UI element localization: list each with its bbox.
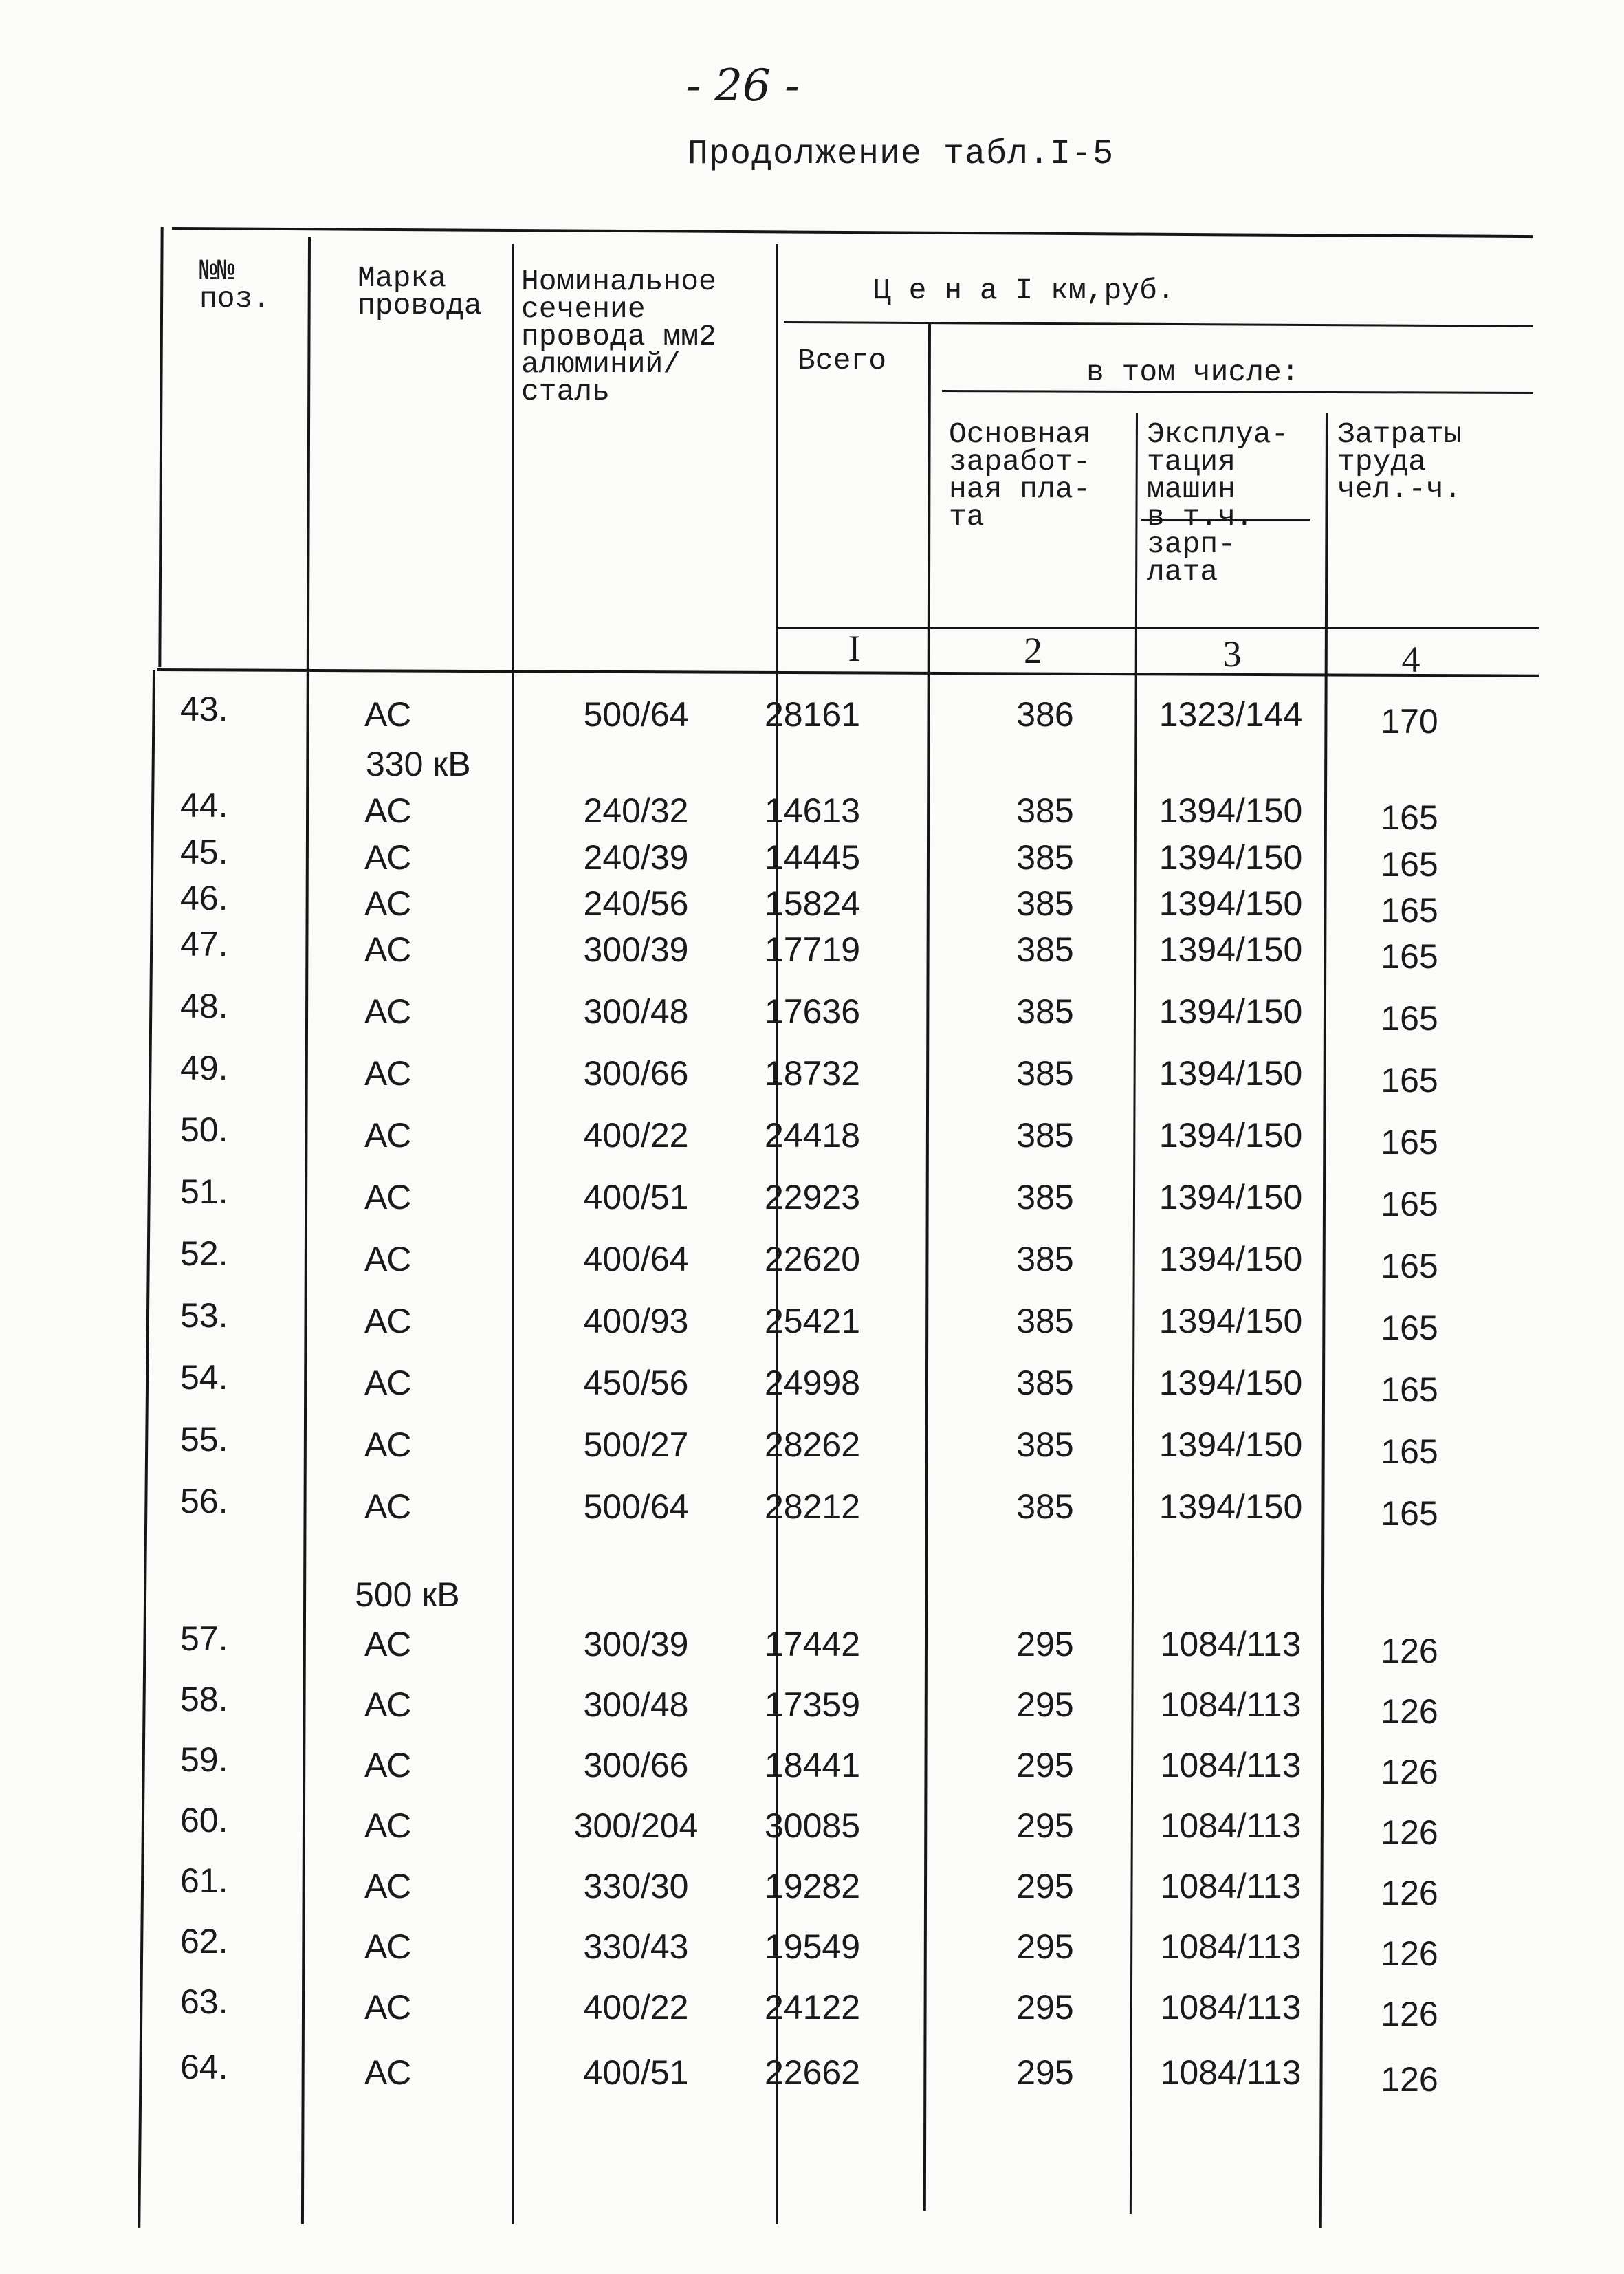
row-position: 58. bbox=[180, 1680, 228, 1718]
row-position: 57. bbox=[180, 1619, 228, 1658]
row-basic-wage: 385 bbox=[1016, 884, 1074, 923]
row-basic-wage: 295 bbox=[1016, 1988, 1074, 2026]
header-machine-operation: Эксплуа- тация машин в т.ч. зарп- лата bbox=[1147, 417, 1289, 589]
row-labor-cost: 170 bbox=[1381, 702, 1438, 741]
row-wire-mark: АС bbox=[364, 1746, 412, 1784]
row-nominal-section: 240/32 bbox=[583, 791, 689, 830]
row-basic-wage: 295 bbox=[1016, 1806, 1074, 1845]
row-machine-operation: 1084/113 bbox=[1160, 1806, 1302, 1845]
row-nominal-section: 500/64 bbox=[583, 1487, 689, 1526]
row-machine-operation: 1394/150 bbox=[1159, 992, 1303, 1031]
row-position: 49. bbox=[180, 1049, 228, 1087]
row-total-price: 28262 bbox=[765, 1425, 861, 1464]
row-nominal-section: 330/43 bbox=[583, 1927, 689, 1966]
header-wire-mark: Марка провода bbox=[358, 261, 482, 322]
row-labor-cost: 165 bbox=[1381, 1370, 1438, 1409]
header-nominal-section: Номинальное сечение провода мм2 алюминий/ сталь bbox=[521, 265, 716, 408]
row-position: 46. bbox=[180, 879, 228, 917]
row-nominal-section: 400/93 bbox=[583, 1302, 689, 1340]
row-basic-wage: 295 bbox=[1016, 1685, 1074, 1724]
row-wire-mark: АС bbox=[364, 1364, 412, 1402]
row-position: 44. bbox=[180, 786, 228, 824]
row-machine-operation: 1394/150 bbox=[1159, 1487, 1303, 1526]
row-machine-operation: 1394/150 bbox=[1159, 930, 1303, 969]
section-voltage-330: 330 кВ bbox=[366, 745, 471, 783]
row-total-price: 19549 bbox=[765, 1927, 861, 1966]
row-basic-wage: 385 bbox=[1016, 992, 1074, 1031]
row-position: 51. bbox=[180, 1172, 228, 1211]
row-wire-mark: АС bbox=[364, 1625, 412, 1663]
col-divider-1 bbox=[301, 237, 311, 2224]
row-total-price: 25421 bbox=[765, 1302, 861, 1340]
row-nominal-section: 400/64 bbox=[583, 1240, 689, 1278]
row-total-price: 22620 bbox=[765, 1240, 861, 1278]
header-total: Всего bbox=[798, 344, 887, 378]
row-nominal-section: 240/56 bbox=[583, 884, 689, 923]
row-total-price: 30085 bbox=[765, 1806, 861, 1845]
row-position: 61. bbox=[180, 1861, 228, 1900]
row-basic-wage: 295 bbox=[1016, 1746, 1074, 1784]
row-labor-cost: 165 bbox=[1381, 999, 1438, 1038]
row-wire-mark: АС bbox=[364, 791, 412, 830]
row-machine-operation: 1323/144 bbox=[1159, 695, 1303, 734]
row-machine-operation: 1084/113 bbox=[1160, 1625, 1302, 1663]
row-total-price: 17636 bbox=[765, 992, 861, 1031]
row-labor-cost: 165 bbox=[1381, 1123, 1438, 1161]
row-position: 59. bbox=[180, 1740, 228, 1779]
row-total-price: 17719 bbox=[765, 930, 861, 969]
row-wire-mark: АС bbox=[364, 992, 412, 1031]
row-labor-cost: 126 bbox=[1381, 1692, 1438, 1731]
row-wire-mark: АС bbox=[364, 1425, 412, 1464]
row-machine-operation: 1394/150 bbox=[1159, 884, 1303, 923]
row-labor-cost: 165 bbox=[1381, 798, 1438, 837]
table-left-border-lower bbox=[138, 670, 155, 2228]
row-wire-mark: АС bbox=[364, 1302, 412, 1340]
row-machine-operation: 1394/150 bbox=[1159, 838, 1303, 877]
row-basic-wage: 385 bbox=[1016, 1425, 1074, 1464]
row-machine-operation: 1394/150 bbox=[1159, 1178, 1303, 1216]
row-nominal-section: 300/66 bbox=[583, 1054, 689, 1093]
row-wire-mark: АС bbox=[364, 1806, 412, 1845]
row-basic-wage: 385 bbox=[1016, 838, 1074, 877]
row-basic-wage: 385 bbox=[1016, 1116, 1074, 1155]
row-machine-operation: 1394/150 bbox=[1159, 1116, 1303, 1155]
row-nominal-section: 400/22 bbox=[583, 1116, 689, 1155]
row-wire-mark: АС bbox=[364, 2053, 412, 2092]
row-total-price: 17442 bbox=[765, 1625, 861, 1663]
row-position: 43. bbox=[180, 690, 228, 728]
col-divider-4 bbox=[923, 323, 931, 2211]
row-labor-cost: 165 bbox=[1381, 1494, 1438, 1533]
row-nominal-section: 400/22 bbox=[583, 1988, 689, 2026]
row-total-price: 14613 bbox=[765, 791, 861, 830]
row-basic-wage: 385 bbox=[1016, 1240, 1074, 1278]
including-header-rule bbox=[942, 390, 1533, 394]
row-wire-mark: АС bbox=[364, 1054, 412, 1093]
row-nominal-section: 300/66 bbox=[583, 1746, 689, 1784]
row-total-price: 24122 bbox=[765, 1988, 861, 2026]
row-nominal-section: 300/48 bbox=[583, 1685, 689, 1724]
row-position: 55. bbox=[180, 1420, 228, 1458]
row-labor-cost: 126 bbox=[1381, 1753, 1438, 1791]
row-position: 62. bbox=[180, 1922, 228, 1960]
row-wire-mark: АС bbox=[364, 1487, 412, 1526]
column-number-4: 4 bbox=[1401, 639, 1420, 680]
price-header-rule bbox=[784, 321, 1533, 327]
row-position: 63. bbox=[180, 1982, 228, 2021]
row-machine-operation: 1394/150 bbox=[1159, 1364, 1303, 1402]
row-machine-operation: 1084/113 bbox=[1160, 1746, 1302, 1784]
row-machine-operation: 1084/113 bbox=[1160, 1988, 1302, 2026]
row-basic-wage: 295 bbox=[1016, 1625, 1074, 1663]
row-machine-operation: 1084/113 bbox=[1160, 2053, 1302, 2092]
row-position: 54. bbox=[180, 1358, 228, 1397]
row-basic-wage: 385 bbox=[1016, 1487, 1074, 1526]
row-basic-wage: 385 bbox=[1016, 1302, 1074, 1340]
row-nominal-section: 300/204 bbox=[573, 1806, 699, 1845]
row-wire-mark: АС bbox=[364, 838, 412, 877]
row-labor-cost: 165 bbox=[1381, 1185, 1438, 1223]
header-price: Ц е н а I км,руб. bbox=[873, 274, 1175, 307]
column-number-2: 2 bbox=[1024, 630, 1042, 671]
row-basic-wage: 295 bbox=[1016, 1867, 1074, 1905]
row-wire-mark: АС bbox=[364, 1927, 412, 1966]
row-machine-operation: 1084/113 bbox=[1160, 1867, 1302, 1905]
column-number-3: 3 bbox=[1222, 633, 1242, 675]
row-machine-operation: 1394/150 bbox=[1159, 1240, 1303, 1278]
row-total-price: 22662 bbox=[765, 2053, 861, 2092]
row-nominal-section: 300/39 bbox=[583, 930, 689, 969]
row-labor-cost: 126 bbox=[1381, 2060, 1438, 2099]
header-labor-cost: Затраты труда чел.-ч. bbox=[1337, 417, 1462, 506]
header-including: в том числе: bbox=[1086, 356, 1299, 389]
row-labor-cost: 165 bbox=[1381, 1309, 1438, 1347]
row-wire-mark: АС bbox=[364, 1178, 412, 1216]
table-top-rule bbox=[172, 227, 1533, 238]
row-total-price: 18441 bbox=[765, 1746, 861, 1784]
row-basic-wage: 295 bbox=[1016, 1927, 1074, 1966]
row-total-price: 24998 bbox=[765, 1364, 861, 1402]
row-total-price: 18732 bbox=[765, 1054, 861, 1093]
row-total-price: 28212 bbox=[765, 1487, 861, 1526]
row-basic-wage: 385 bbox=[1016, 1364, 1074, 1402]
row-nominal-section: 240/39 bbox=[583, 838, 689, 877]
header-basic-wage: Основная заработ- ная пла- та bbox=[949, 417, 1091, 534]
row-position: 47. bbox=[180, 925, 228, 963]
table-left-border bbox=[158, 227, 163, 667]
row-wire-mark: АС bbox=[364, 1116, 412, 1155]
row-labor-cost: 126 bbox=[1381, 1874, 1438, 1912]
row-machine-operation: 1084/113 bbox=[1160, 1927, 1302, 1966]
row-position: 53. bbox=[180, 1296, 228, 1335]
column-number-1: I bbox=[848, 628, 861, 669]
row-wire-mark: АС bbox=[364, 930, 412, 969]
row-basic-wage: 386 bbox=[1016, 695, 1074, 734]
row-total-price: 28161 bbox=[765, 695, 861, 734]
row-basic-wage: 385 bbox=[1016, 791, 1074, 830]
row-labor-cost: 126 bbox=[1381, 1632, 1438, 1670]
row-labor-cost: 165 bbox=[1381, 891, 1438, 930]
header-position: №№ поз. bbox=[199, 254, 271, 316]
row-wire-mark: АС bbox=[364, 1988, 412, 2026]
row-machine-operation: 1084/113 bbox=[1160, 1685, 1302, 1724]
row-labor-cost: 126 bbox=[1381, 1934, 1438, 1973]
row-total-price: 22923 bbox=[765, 1178, 861, 1216]
row-nominal-section: 300/48 bbox=[583, 992, 689, 1031]
row-position: 52. bbox=[180, 1234, 228, 1273]
row-labor-cost: 165 bbox=[1381, 1432, 1438, 1471]
row-basic-wage: 385 bbox=[1016, 1054, 1074, 1093]
row-nominal-section: 330/30 bbox=[583, 1867, 689, 1905]
row-total-price: 15824 bbox=[765, 884, 861, 923]
row-nominal-section: 500/27 bbox=[583, 1425, 689, 1464]
row-nominal-section: 450/56 bbox=[583, 1364, 689, 1402]
section-voltage-500: 500 кВ bbox=[355, 1575, 460, 1614]
row-nominal-section: 400/51 bbox=[583, 2053, 689, 2092]
row-position: 45. bbox=[180, 833, 228, 871]
row-machine-operation: 1394/150 bbox=[1159, 1302, 1303, 1340]
row-position: 48. bbox=[180, 987, 228, 1025]
row-basic-wage: 385 bbox=[1016, 1178, 1074, 1216]
row-position: 56. bbox=[180, 1482, 228, 1520]
row-nominal-section: 500/64 bbox=[583, 695, 689, 734]
row-nominal-section: 300/39 bbox=[583, 1625, 689, 1663]
row-wire-mark: АС bbox=[364, 884, 412, 923]
row-machine-operation: 1394/150 bbox=[1159, 791, 1303, 830]
row-position: 50. bbox=[180, 1111, 228, 1149]
row-wire-mark: АС bbox=[364, 695, 412, 734]
row-total-price: 14445 bbox=[765, 838, 861, 877]
row-labor-cost: 165 bbox=[1381, 1061, 1438, 1100]
row-wire-mark: АС bbox=[364, 1240, 412, 1278]
table-continuation-title: Продолжение табл.I-5 bbox=[688, 135, 1115, 174]
row-labor-cost: 126 bbox=[1381, 1995, 1438, 2033]
row-total-price: 24418 bbox=[765, 1116, 861, 1155]
row-position: 64. bbox=[180, 2048, 228, 2086]
row-total-price: 17359 bbox=[765, 1685, 861, 1724]
row-nominal-section: 400/51 bbox=[583, 1178, 689, 1216]
row-position: 60. bbox=[180, 1801, 228, 1839]
row-total-price: 19282 bbox=[765, 1867, 861, 1905]
row-wire-mark: АС bbox=[364, 1685, 412, 1724]
page-number: - 26 - bbox=[685, 61, 800, 111]
row-basic-wage: 295 bbox=[1016, 2053, 1074, 2092]
row-machine-operation: 1394/150 bbox=[1159, 1425, 1303, 1464]
row-basic-wage: 385 bbox=[1016, 930, 1074, 969]
row-labor-cost: 126 bbox=[1381, 1813, 1438, 1852]
row-labor-cost: 165 bbox=[1381, 1247, 1438, 1285]
row-labor-cost: 165 bbox=[1381, 845, 1438, 884]
row-machine-operation: 1394/150 bbox=[1159, 1054, 1303, 1093]
row-wire-mark: АС bbox=[364, 1867, 412, 1905]
row-labor-cost: 165 bbox=[1381, 937, 1438, 976]
